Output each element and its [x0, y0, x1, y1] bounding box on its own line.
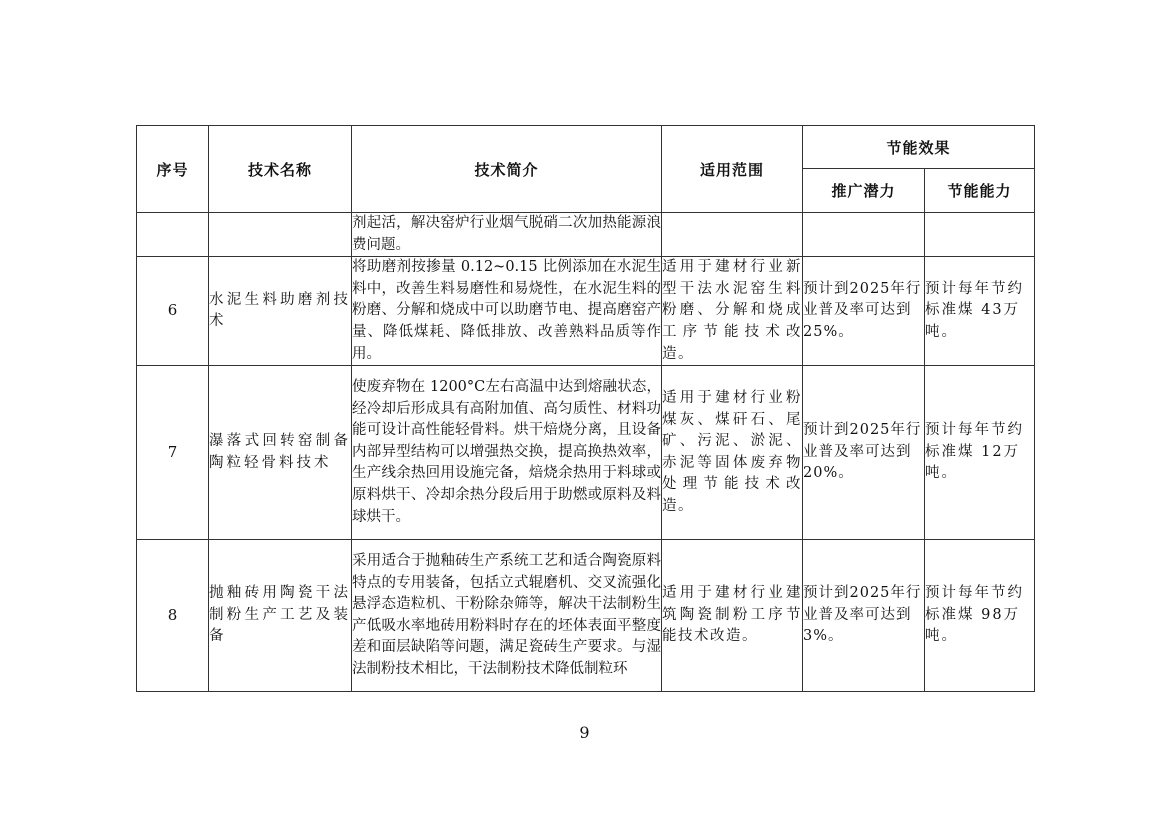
header-potential: 推广潜力 [803, 169, 925, 213]
cell-capacity [925, 213, 1035, 257]
cell-potential: 预计到2025年行业普及率可达到20%。 [803, 366, 925, 540]
header-scope: 适用范围 [662, 126, 803, 213]
cell-intro: 采用适合于抛釉砖生产系统工艺和适合陶瓷原料特点的专用装备，包括立式辊磨机、交叉流强化悬浮态造粒机、干粉除杂筛等，解决干法制粉生产低吸水率地砖用粉料时存在的坯体表面平整度差和面层缺陷等问题，满足瓷砖生产要求。与湿法制粉技术相比，干法制粉技术降低制粒环 [352, 540, 662, 692]
page-number: 9 [579, 723, 590, 742]
cell-scope: 适用于建材行业建筑陶瓷制粉工序节能技术改造。 [662, 540, 803, 692]
cell-no: 6 [137, 257, 209, 366]
cell-no [137, 213, 209, 257]
header-effect: 节能效果 [803, 126, 1035, 169]
cell-scope: 适用于建材行业新型干法水泥窑生料粉磨、分解和烧成工序节能技术改造。 [662, 257, 803, 366]
header-capacity: 节能能力 [925, 169, 1035, 213]
cell-intro: 将助磨剂按掺量 0.12~0.15 比例添加在水泥生料中，改善生料易磨性和易烧性，在水泥生料的粉磨、分解和烧成中可以助磨节电、提高磨窑产量、降低煤耗、降低排放、改善熟料品质等作用。 [352, 257, 662, 366]
cell-intro: 剂起活，解决窑炉行业烟气脱硝二次加热能源浪费问题。 [352, 213, 662, 257]
table-row [137, 257, 1035, 366]
table-row-continuation [137, 213, 1035, 257]
cell-no: 8 [137, 540, 209, 692]
cell-capacity: 预计每年节约标准煤 98万吨。 [925, 540, 1035, 692]
table-row [137, 366, 1035, 540]
cell-capacity: 预计每年节约标准煤 43万吨。 [925, 257, 1035, 366]
cell-potential [803, 213, 925, 257]
header-intro: 技术简介 [352, 126, 662, 213]
cell-capacity: 预计每年节约标准煤 12万吨。 [925, 366, 1035, 540]
cell-scope: 适用于建材行业粉煤灰、煤矸石、尾矿、污泥、淤泥、赤泥等固体废弃物处理节能技术改造。 [662, 366, 803, 540]
cell-potential: 预计到2025年行业普及率可达到3%。 [803, 540, 925, 692]
cell-name: 瀑落式回转窑制备陶粒轻骨料技术 [209, 366, 352, 540]
table-row [137, 540, 1035, 692]
energy-saving-technology-table [136, 125, 1035, 692]
cell-name: 水泥生料助磨剂技术 [209, 257, 352, 366]
cell-name [209, 213, 352, 257]
header-no: 序号 [137, 126, 209, 213]
cell-scope [662, 213, 803, 257]
cell-intro: 使废弃物在 1200°C左右高温中达到熔融状态，经冷却后形成具有高附加值、高匀质性、材料功能可设计高性能轻骨料。烘干焙烧分离，且设备内部异型结构可以增强热交换，提高换热效率，生产线余热回用设施完备，焙烧余热用于料球或原料烘干、冷却余热分段后用于助燃或原料及料球烘干。 [352, 366, 662, 540]
cell-no: 7 [137, 366, 209, 540]
header-name: 技术名称 [209, 126, 352, 213]
cell-potential: 预计到2025年行业普及率可达到25%。 [803, 257, 925, 366]
cell-name: 抛釉砖用陶瓷干法制粉生产工艺及装备 [209, 540, 352, 692]
